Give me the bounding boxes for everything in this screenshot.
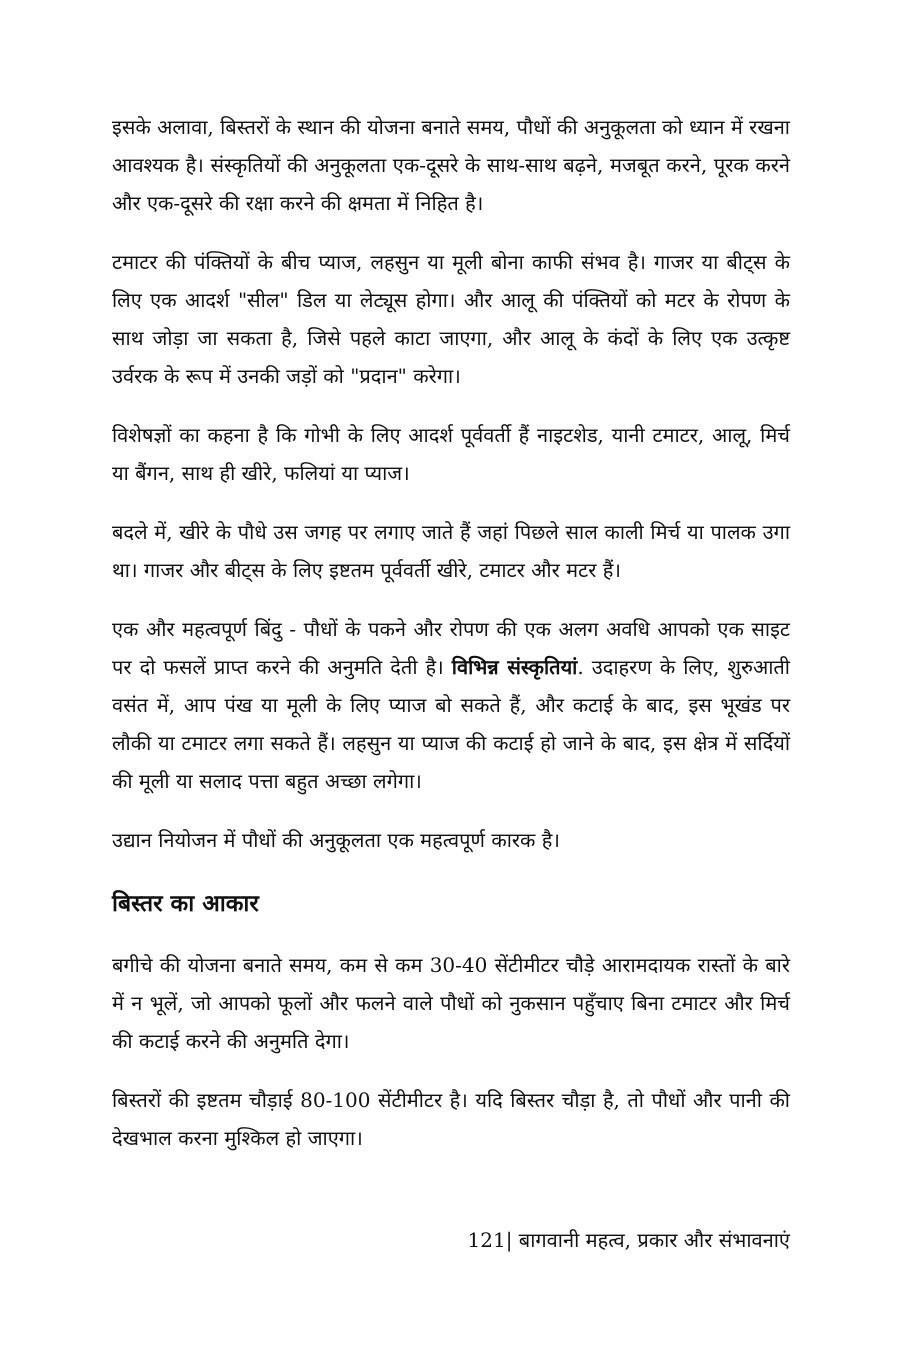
paragraph-cucumber-predecessors: बदले में, खीरे के पौधे उस जगह पर लगाए जाते हैं जहां पिछले साल काली मिर्च या पालक उगा था। गाजर और बीट्स के लिए इष्टतम पूर्ववर्ती खीरे, टमाटर और मटर हैं।	[112, 520, 790, 582]
paragraph-companion-planting: टमाटर की पंक्तियों के बीच प्याज, लहसुन या मूली बोना काफी संभव है। गाजर या बीट्स के लिए एक आदर्श "सील" डिल या लेट्यूस होगा। और आलू की पंक्तियों को मटर के रोपण के साथ जोड़ा जा सकता है, जिसे पहले काटा जाएगा, और आलू के कंदों के लिए एक उत्कृष्ट उर्वरक के रूप में उनकी जड़ों को "प्रदान" करेगा।	[112, 250, 790, 388]
page-number: 121	[467, 1228, 506, 1252]
paragraph-pathways: बगीचे की योजना बनाते समय, कम से कम 30-40 सेंटीमीटर चौड़े आरामदायक रास्तों के बारे में न भूलें, जो आपको फूलों और फलने वाले पौधों को नुकसान पहुँचाए बिना टमाटर और मिर्च की कटाई करने की अनुमति देगा।	[112, 953, 790, 1053]
paragraph-two-crops	[112, 610, 790, 800]
page-footer	[468, 1225, 790, 1255]
paragraph-two-crops-text-1: एक और महत्वपूर्ण बिंदु - पौधों के पकने और रोपण की एक अलग अवधि आपको एक साइट पर दो फसलें प्राप्त करने की अनुमति देती है।	[112, 617, 790, 679]
document-page	[112, 108, 790, 1178]
bold-phrase: विभिन्न संस्कृतियां	[451, 655, 578, 679]
footer-separator: |	[505, 1228, 513, 1252]
paragraph-planning-factor: उद्यान नियोजन में पौधों की अनुकूलता एक महत्वपूर्ण कारक है।	[112, 828, 560, 852]
paragraph-bed-width: बिस्तरों की इष्टतम चौड़ाई 80-100 सेंटीमीटर है। यदि बिस्तर चौड़ा है, तो पौधों और पानी की देखभाल करना मुश्किल हो जाएगा।	[112, 1088, 790, 1150]
paragraph-two-crops-text-2: . उदाहरण के लिए, शुरुआती वसंत में, आप पंख या मूली के लिए प्याज बो सकते हैं, और कटाई के बाद, इस भूखंड पर लौकी या टमाटर लगा सकते हैं। लहसुन या प्याज की कटाई हो जाने के बाद, इस क्षेत्र में सर्दियों की मूली या सलाद पत्ता बहुत अच्छा लगेगा।	[112, 655, 790, 793]
paragraph-cabbage-predecessors: विशेषज्ञों का कहना है कि गोभी के लिए आदर्श पूर्ववर्ती हैं नाइटशेड, यानी टमाटर, आलू, मिर्च या बैंगन, साथ ही खीरे, फलियां या प्याज।	[112, 423, 790, 485]
paragraph-plant-compatibility: इसके अलावा, बिस्तरों के स्थान की योजना बनाते समय, पौधों की अनुकूलता को ध्यान में रखना आवश्यक है। संस्कृतियों की अनुकूलता एक-दूसरे के साथ-साथ बढ़ने, मजबूत करने, पूरक करने और एक-दूसरे की रक्षा करने की क्षमता में निहित है।	[112, 115, 790, 215]
book-title: बागवानी महत्व, प्रकार और संभावनाएं	[512, 1228, 790, 1252]
section-heading: बिस्तर का आकार	[112, 890, 259, 917]
